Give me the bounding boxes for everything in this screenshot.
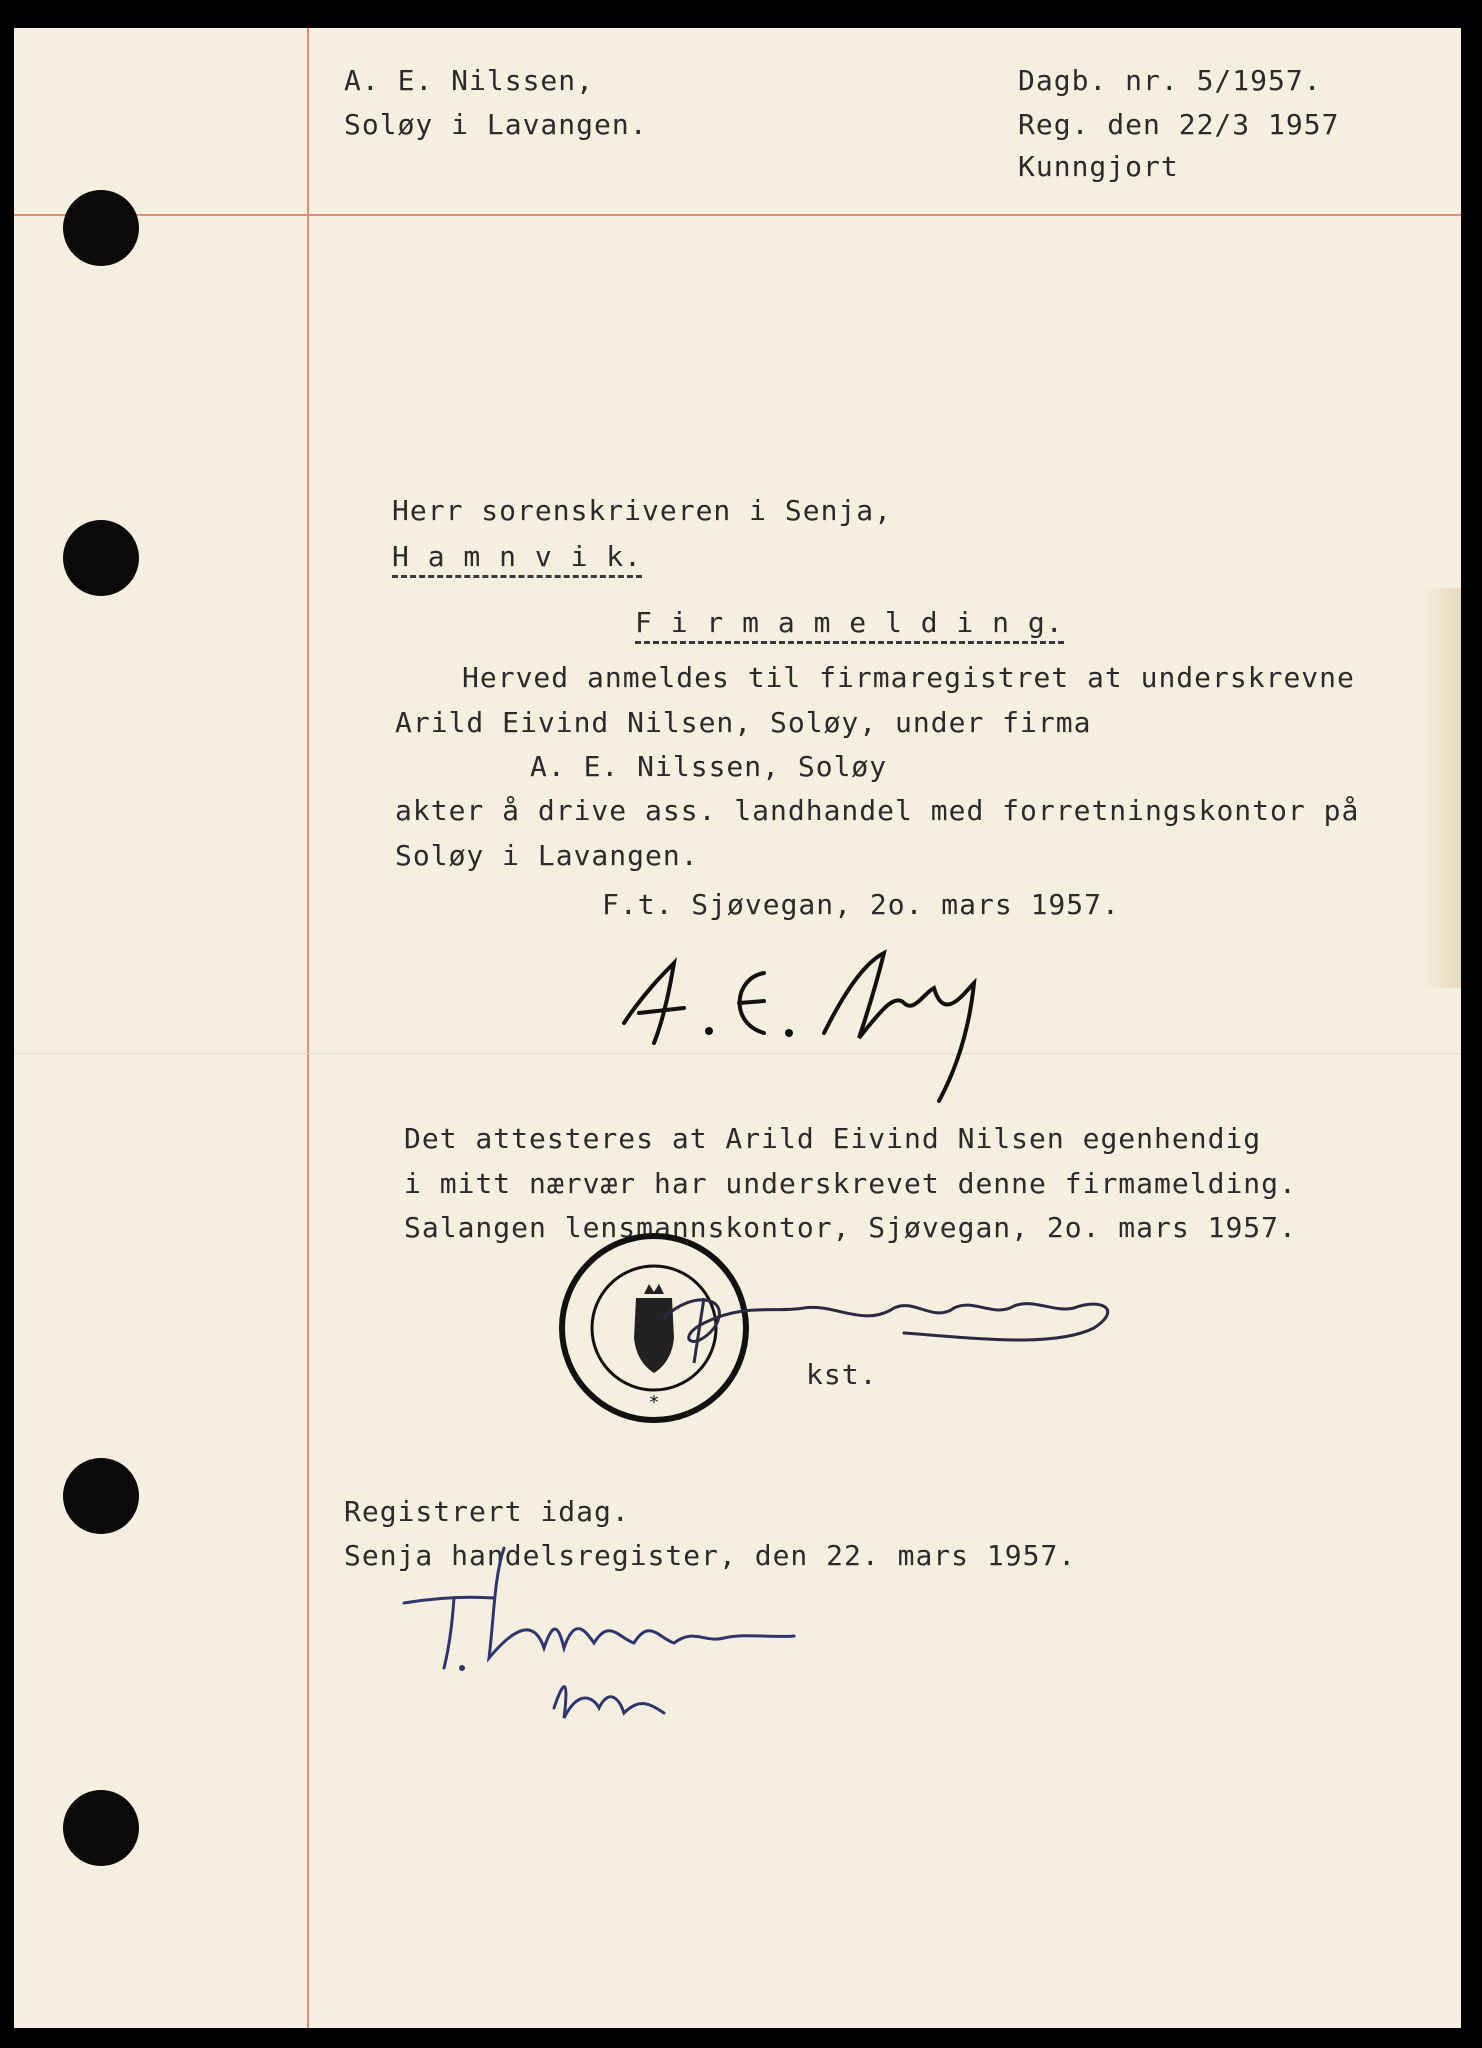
- attestation-line: Det attesteres at Arild Eivind Nilsen egenhendig: [404, 1122, 1262, 1155]
- registrar-signature: [394, 1538, 814, 1748]
- applicant-signature: [614, 933, 1034, 1113]
- registration-line: Registrert idag.: [344, 1495, 630, 1528]
- document-page: [14, 28, 1461, 2028]
- sender-name: A. E. Nilssen,: [344, 64, 595, 97]
- registration-date: Reg. den 22/3 1957: [1018, 108, 1340, 141]
- attestation-line: Salangen lensmannskontor, Sjøvegan, 2o. mars 1957.: [404, 1211, 1297, 1244]
- firm-name-line: A. E. Nilssen, Soløy: [530, 750, 888, 783]
- announced-note: Kunngjort: [1018, 150, 1179, 183]
- dateline: F.t. Sjøvegan, 2o. mars 1957.: [602, 888, 1120, 921]
- margin-line-vertical: [307, 28, 309, 2028]
- punch-hole: [63, 190, 139, 266]
- kst-mark: kst.: [806, 1358, 878, 1391]
- recipient-line: Herr sorenskriveren i Senja,: [392, 494, 893, 527]
- registration-line: Senja handelsregister, den 22. mars 1957.: [344, 1539, 1077, 1572]
- sender-address: Soløy i Lavangen.: [344, 108, 648, 141]
- margin-line-horizontal: [14, 214, 1461, 216]
- lensmann-signature: [654, 1268, 1134, 1378]
- edge-stain: [1424, 588, 1461, 988]
- punch-hole: [63, 520, 139, 596]
- svg-text:*: *: [649, 1392, 659, 1413]
- body-line: akter å drive ass. landhandel med forretningskontor på: [395, 794, 1360, 827]
- recipient-place: H a m n v i k.: [392, 540, 642, 578]
- attestation-line: i mitt nærvær har underskrevet denne firmamelding.: [404, 1167, 1297, 1200]
- body-line: Arild Eivind Nilsen, Soløy, under firma: [395, 706, 1092, 739]
- diary-number: Dagb. nr. 5/1957.: [1018, 64, 1322, 97]
- punch-hole: [63, 1458, 139, 1534]
- body-line: Soløy i Lavangen.: [395, 839, 699, 872]
- punch-hole: [63, 1790, 139, 1866]
- document-title: F i r m a m e l d i n g.: [635, 606, 1064, 644]
- body-line: Herved anmeldes til firmaregistret at underskrevne: [462, 661, 1355, 694]
